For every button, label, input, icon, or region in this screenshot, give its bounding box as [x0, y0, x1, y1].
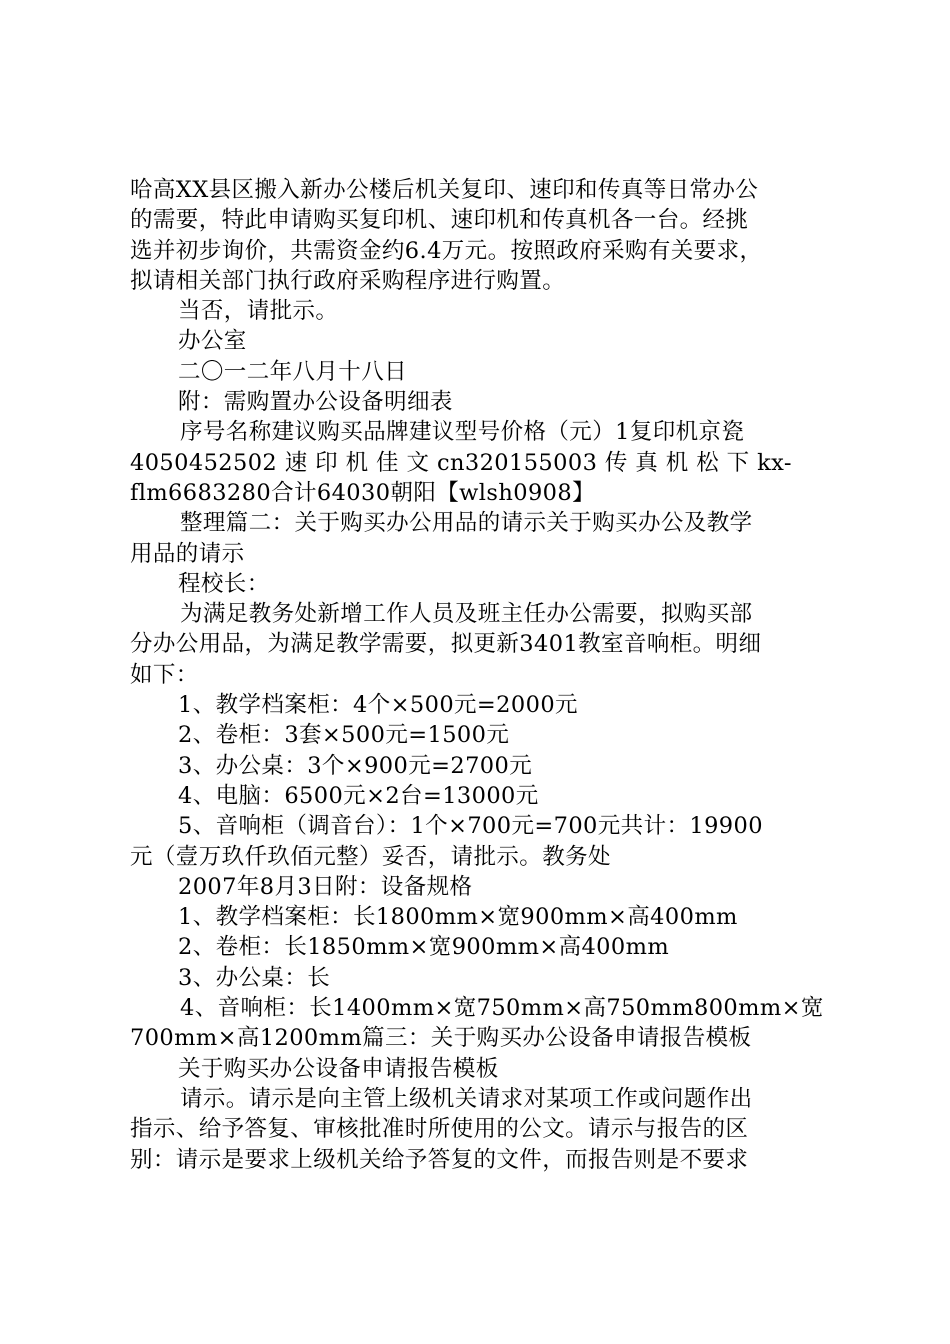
text-line: 办公室	[178, 328, 247, 355]
text-line: 3、办公桌：3个×900元=2700元	[178, 752, 533, 779]
text-line: 程校长：	[178, 570, 270, 597]
text-line: 为满足教务处新增工作人员及班主任办公需要，拟购买部	[180, 601, 753, 628]
text-line: 用品的请示	[130, 540, 245, 567]
text-line: 分办公用品，为满足教学需要，拟更新3401教室音响柜。明细	[130, 631, 762, 658]
text-line: 指示、给予答复、审核批准时所使用的公文。请示与报告的区	[130, 1116, 749, 1143]
text-line: 二〇一二年八月十八日	[178, 358, 408, 385]
text-line: 当否，请批示。	[178, 298, 339, 325]
text-line: 1、教学档案柜：4个×500元=2000元	[178, 692, 578, 719]
text-line: 关于购买办公设备申请报告模板	[178, 1055, 499, 1082]
text-line: 4、音响柜：长1400mm×宽750mm×高750mm800mm×宽	[180, 995, 824, 1022]
document-body	[130, 175, 830, 1175]
text-line: 序号名称建议购买品牌建议型号价格（元）1复印机京瓷	[180, 419, 745, 446]
text-line: 哈高XX县区搬入新办公楼后机关复印、速印和传真等日常办公	[130, 177, 759, 203]
text-line: 请示。请示是向主管上级机关请求对某项工作或问题作出	[180, 1085, 753, 1112]
text-line: 2、卷柜：长1850mm×宽900mm×高400mm	[178, 934, 670, 961]
text-line: 拟请相关部门执行政府采购程序进行购置。	[130, 267, 566, 294]
text-line: 4、电脑：6500元×2台=13000元	[178, 782, 539, 809]
text-line: 元（壹万玖仟玖佰元整）妥否，请批示。教务处	[130, 843, 611, 870]
text-line: 整理篇二：关于购买办公用品的请示关于购买办公及教学	[180, 510, 753, 537]
text-line: 700mm×高1200mm篇三：关于购买办公设备申请报告模板	[130, 1025, 752, 1052]
text-line: 2、卷柜：3套×500元=1500元	[178, 722, 510, 749]
text-line: flm6683280合计64030朝阳【wlsh0908】	[130, 479, 595, 506]
text-line: 的需要，特此申请购买复印机、速印机和传真机各一台。经挑	[130, 207, 749, 234]
text-line: 如下：	[130, 661, 199, 688]
text-line: 附：需购置办公设备明细表	[178, 389, 453, 416]
text-line: 3、办公桌：长	[178, 964, 331, 991]
text-line: 选并初步询价，共需资金约6.4万元。按照政府采购有关要求，	[130, 237, 763, 264]
text-line: 4050452502 速 印 机 佳 文 cn320155003 传 真 机 松 下 kx-	[130, 449, 792, 476]
text-line: 别：请示是要求上级机关给予答复的文件，而报告则是不要求	[130, 1146, 749, 1173]
text-line: 5、音响柜（调音台）：1个×700元=700元共计：19900	[178, 813, 763, 840]
text-line: 1、教学档案柜：长1800mm×宽900mm×高400mm	[178, 904, 738, 931]
text-line: 2007年8月3日附：设备规格	[178, 873, 473, 900]
